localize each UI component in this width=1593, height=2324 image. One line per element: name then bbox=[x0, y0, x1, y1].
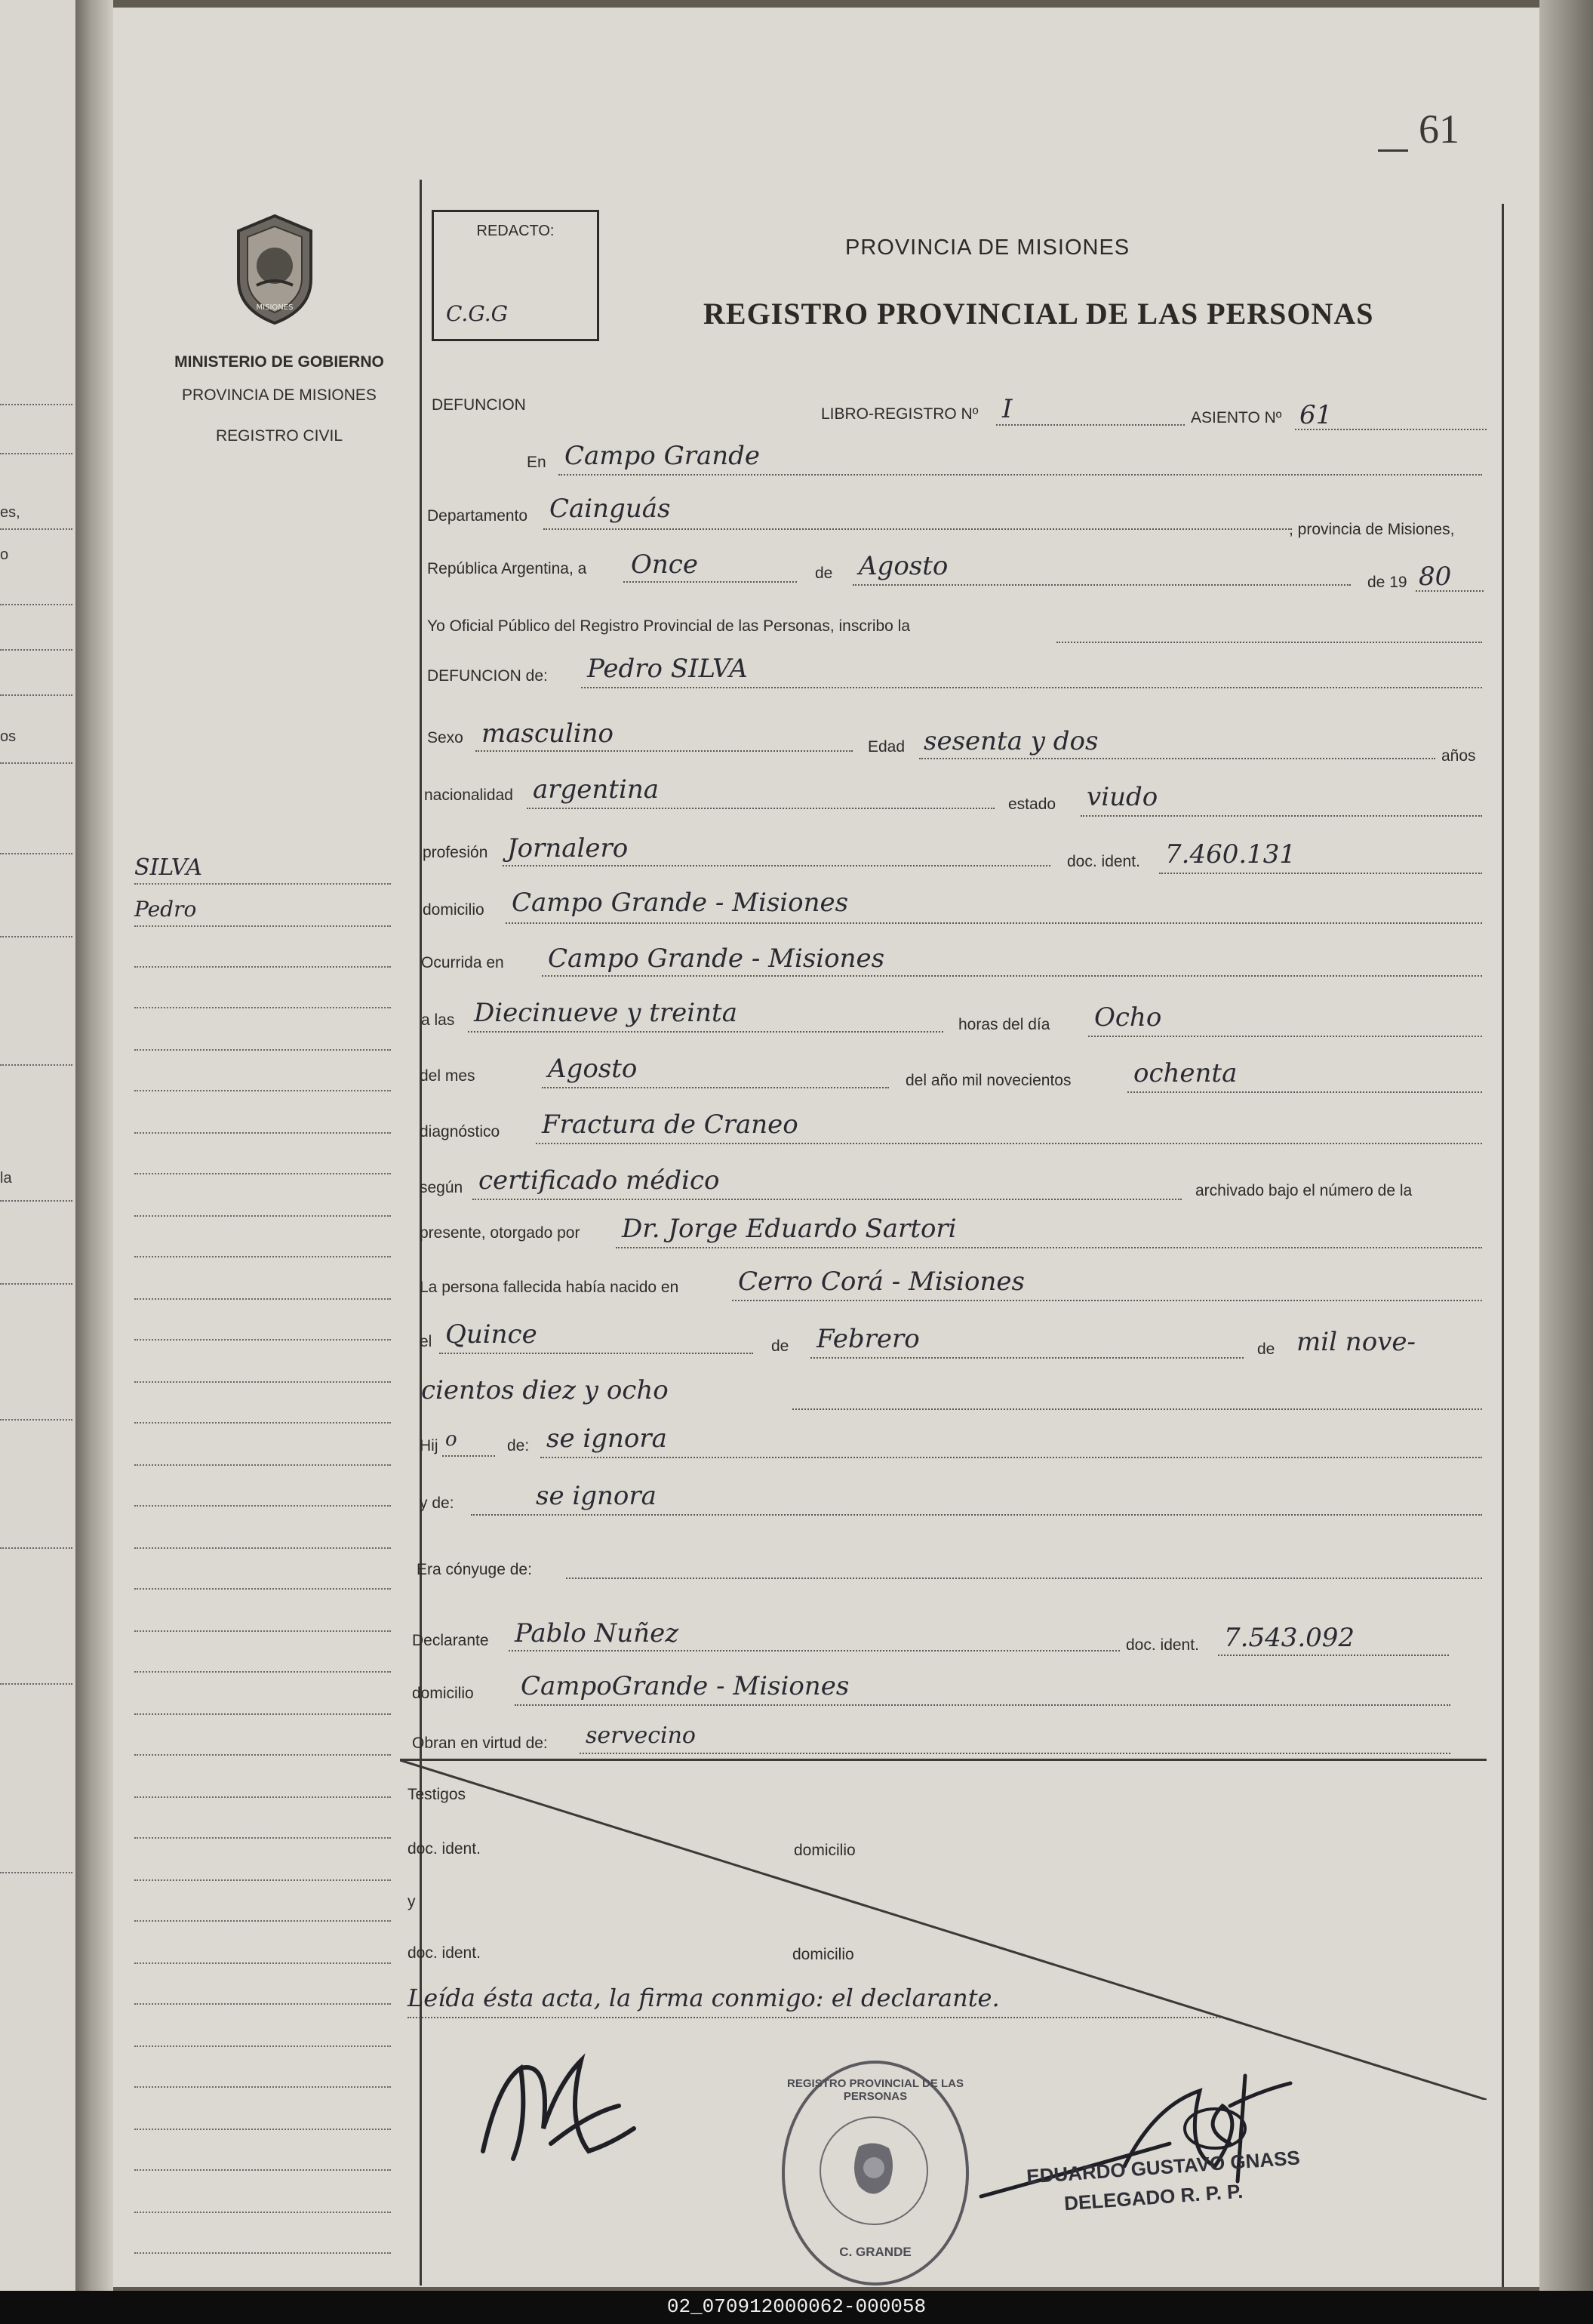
obran-value: servecino bbox=[586, 1722, 696, 1749]
stamp-bottom-text: C. GRANDE bbox=[839, 2245, 912, 2259]
asiento-value: 61 bbox=[1299, 400, 1333, 430]
redacto-label: REDACTO: bbox=[476, 223, 555, 239]
ministry-registry: REGISTRO CIVIL bbox=[215, 427, 343, 445]
nac-dia-value: Quince bbox=[445, 1319, 537, 1350]
left-fragment: la bbox=[0, 1170, 12, 1187]
presente-value: Dr. Jorge Eduardo Sartori bbox=[622, 1214, 957, 1244]
declarante-value: Pablo Nuñez bbox=[515, 1618, 679, 1648]
diagnostico-label: diagnóstico bbox=[420, 1123, 500, 1140]
el-label: el bbox=[420, 1333, 432, 1350]
ocurrida-value: Campo Grande - Misiones bbox=[548, 943, 885, 974]
decl-domicilio-label: domicilio bbox=[412, 1685, 474, 1702]
anio-value: 80 bbox=[1419, 562, 1452, 592]
y-de-label: y de: bbox=[420, 1494, 454, 1512]
ocurrida-label: Ocurrida en bbox=[421, 954, 504, 971]
del-anio-value: ochenta bbox=[1133, 1058, 1238, 1088]
book-right-edge bbox=[1539, 0, 1593, 2291]
nacionalidad-label: nacionalidad bbox=[424, 786, 513, 804]
redacto-box bbox=[432, 210, 599, 341]
del-mes-label: del mes bbox=[420, 1067, 475, 1085]
closing-statement: Leída ésta acta, la firma conmigo: el declarante. bbox=[407, 1984, 1000, 2012]
horas-label: horas del día bbox=[958, 1016, 1050, 1033]
declarant-signature bbox=[468, 2038, 664, 2166]
test-y-label: y bbox=[407, 1893, 416, 1910]
test-dom1-label: domicilio bbox=[794, 1842, 856, 1859]
sexo-label: Sexo bbox=[427, 729, 463, 746]
doc-ident-value: 7.460.131 bbox=[1165, 839, 1296, 870]
left-fragment: es, bbox=[0, 504, 20, 521]
domicilio-value: Campo Grande - Misiones bbox=[512, 888, 849, 918]
anios-label: años bbox=[1441, 747, 1476, 765]
en-label: En bbox=[527, 454, 546, 471]
registry-heading: REGISTRO PROVINCIAL DE LAS PERSONAS bbox=[703, 297, 1374, 331]
presente-label: presente, otorgado por bbox=[420, 1224, 580, 1242]
profesion-value: Jornalero bbox=[507, 833, 629, 863]
province-heading: PROVINCIA DE MISIONES bbox=[845, 235, 1130, 260]
test-doc2-label: doc. ident. bbox=[407, 1944, 481, 1962]
nacionalidad-value: argentina bbox=[533, 774, 660, 805]
margin-surname: SILVA bbox=[134, 854, 203, 881]
margin-name: Pedro bbox=[134, 897, 197, 922]
obran-label: Obran en virtud de: bbox=[412, 1735, 548, 1752]
official-name: EDUARDO GUSTAVO GNASS bbox=[1026, 2146, 1301, 2188]
mes-value: Agosto bbox=[859, 551, 949, 581]
footer-id: 02_070912000062-000058 bbox=[666, 2295, 927, 2318]
archivado-label: archivado bajo el número de la bbox=[1195, 1182, 1413, 1199]
en-value: Campo Grande bbox=[564, 441, 761, 471]
segun-label: según bbox=[420, 1179, 463, 1196]
hijo-label: Hij bbox=[420, 1437, 438, 1454]
del-anio-label: del año mil novecientos bbox=[906, 1072, 1072, 1089]
departamento-value: Cainguás bbox=[549, 494, 671, 524]
nac-de-mil-label: de bbox=[1257, 1341, 1275, 1358]
edad-value: sesenta y dos bbox=[924, 726, 1099, 756]
ministry-province: PROVINCIA DE MISIONES bbox=[182, 386, 377, 404]
left-page bbox=[0, 0, 78, 2291]
ministry-title: MINISTERIO DE GOBIERNO bbox=[174, 353, 384, 371]
profesion-label: profesión bbox=[423, 844, 488, 861]
official-title: DELEGADO R. P. P. bbox=[1063, 2179, 1244, 2215]
de19-label: de 19 bbox=[1367, 574, 1407, 591]
republica-label: República Argentina, a bbox=[427, 560, 587, 577]
horas-value: Ocho bbox=[1094, 1002, 1162, 1033]
deceased-name: Pedro SILVA bbox=[587, 654, 748, 684]
nac-anio-value-2: cientos diez y ocho bbox=[421, 1375, 669, 1405]
hijo-de-value: se ignora bbox=[546, 1424, 667, 1454]
libro-value: I bbox=[1002, 394, 1013, 424]
stamp-emblem-icon bbox=[820, 2116, 928, 2225]
edad-label: Edad bbox=[868, 738, 906, 756]
nac-mes-value: Febrero bbox=[816, 1324, 920, 1354]
hijo-suffix: o bbox=[445, 1428, 457, 1451]
left-fragment: os bbox=[0, 728, 17, 745]
segun-value: certificado médico bbox=[478, 1165, 720, 1196]
decl-doc-value: 7.543.092 bbox=[1224, 1623, 1355, 1653]
asiento-label: ASIENTO Nº bbox=[1191, 409, 1282, 426]
hijo-de-label: de: bbox=[507, 1437, 530, 1454]
nac-de-label: de bbox=[771, 1337, 789, 1355]
oficial-text: Yo Oficial Público del Registro Provincial de las Personas, inscribo la bbox=[427, 617, 911, 635]
test-dom2-label: domicilio bbox=[792, 1946, 854, 1963]
seal-label: MISIONES bbox=[256, 303, 294, 312]
page-number: 61 bbox=[1419, 106, 1459, 152]
diagnostico-value: Fractura de Craneo bbox=[542, 1110, 798, 1140]
nacido-label: La persona fallecida había nacido en bbox=[420, 1279, 679, 1296]
act-type-label: DEFUNCION bbox=[432, 396, 526, 414]
estado-value: viudo bbox=[1087, 782, 1158, 812]
declarante-label: Declarante bbox=[412, 1632, 489, 1649]
departamento-label: Departamento bbox=[427, 507, 528, 525]
nacido-value: Cerro Corá - Misiones bbox=[738, 1267, 1025, 1297]
libro-label: LIBRO-REGISTRO Nº bbox=[821, 405, 979, 423]
stamp-ring-text: REGISTRO PROVINCIAL DE LAS PERSONAS bbox=[787, 2077, 964, 2103]
de-label: de bbox=[815, 565, 833, 582]
defuncion-de-label: DEFUNCION de: bbox=[427, 667, 548, 685]
decl-doc-label: doc. ident. bbox=[1126, 1636, 1199, 1654]
a-las-value: Diecinueve y treinta bbox=[474, 998, 737, 1028]
redacto-value: C.G.G bbox=[446, 301, 508, 326]
del-mes-value: Agosto bbox=[548, 1054, 638, 1084]
provincia-suffix: , provincia de Misiones, bbox=[1289, 521, 1455, 538]
estado-label: estado bbox=[1008, 796, 1056, 813]
coat-of-arms-icon bbox=[228, 213, 321, 326]
y-de-value: se ignora bbox=[536, 1481, 657, 1511]
official-stamp bbox=[782, 2061, 969, 2286]
testigos-label: Testigos bbox=[407, 1786, 466, 1803]
decl-domicilio-value: CampoGrande - Misiones bbox=[521, 1671, 850, 1701]
dia-value: Once bbox=[631, 549, 698, 580]
left-fragment: o bbox=[0, 546, 9, 563]
sexo-value: masculino bbox=[481, 719, 614, 749]
nac-anio-value-1: mil nove- bbox=[1296, 1327, 1416, 1357]
test-doc1-label: doc. ident. bbox=[407, 1840, 481, 1858]
doc-ident-label: doc. ident. bbox=[1067, 853, 1140, 870]
a-las-label: a las bbox=[421, 1011, 455, 1029]
conyuge-label: Era cónyuge de: bbox=[417, 1561, 532, 1578]
book-gutter bbox=[75, 0, 113, 2291]
form-right-border bbox=[1502, 204, 1504, 2287]
domicilio-label: domicilio bbox=[423, 901, 484, 919]
